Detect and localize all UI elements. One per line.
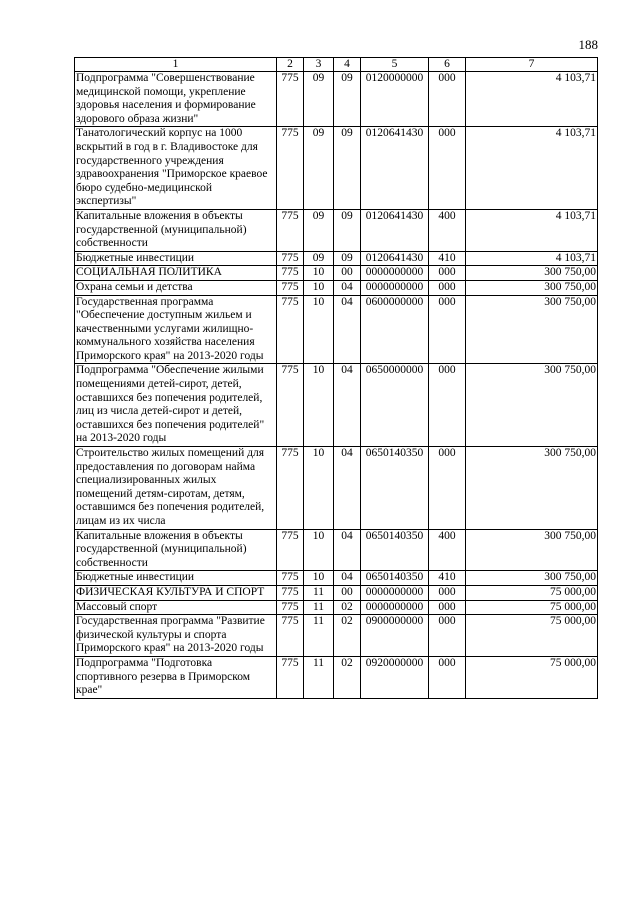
row-subsection-cell: 09: [334, 209, 361, 251]
row-expense-type-cell: 000: [429, 364, 466, 447]
row-amount-cell: 300 750,00: [466, 266, 598, 281]
row-grbs-cell: 775: [277, 600, 304, 615]
row-expense-type-cell: 400: [429, 209, 466, 251]
row-name-cell: Капитальные вложения в объекты государственной (муниципальной) собственности: [75, 529, 277, 571]
row-name-cell: Подпрограмма "Подготовка спортивного резерва в Приморском крае": [75, 656, 277, 698]
row-target-article-cell: 0650140350: [361, 447, 429, 530]
row-section-cell: 11: [304, 600, 334, 615]
row-target-article-cell: 0000000000: [361, 600, 429, 615]
row-name-cell: Бюджетные инвестиции: [75, 251, 277, 266]
row-amount-cell: 300 750,00: [466, 364, 598, 447]
row-target-article-cell: 0000000000: [361, 266, 429, 281]
row-grbs-cell: 775: [277, 295, 304, 364]
row-amount-cell: 300 750,00: [466, 529, 598, 571]
row-grbs-cell: 775: [277, 280, 304, 295]
row-section-cell: 10: [304, 529, 334, 571]
row-section-cell: 11: [304, 585, 334, 600]
row-expense-type-cell: 000: [429, 266, 466, 281]
row-grbs-cell: 775: [277, 266, 304, 281]
row-grbs-cell: 775: [277, 585, 304, 600]
row-name-cell: Подпрограмма "Обеспечение жилыми помещениями детей-сирот, детей, оставшихся без попечения родителей, лиц из числа детей-сирот и детей, оставшихся без попечения родителей" на 2013-2020 годы: [75, 364, 277, 447]
row-subsection-cell: 04: [334, 529, 361, 571]
column-header: 6: [429, 58, 466, 72]
row-name-cell: Строительство жилых помещений для предоставления по договорам найма специализированных жилых помещений детям-сиротам, детям, оставшимся без попечения родителей, лицам из их числа: [75, 447, 277, 530]
row-section-cell: 09: [304, 251, 334, 266]
row-subsection-cell: 02: [334, 615, 361, 657]
column-header: 4: [334, 58, 361, 72]
row-subsection-cell: 09: [334, 251, 361, 266]
row-name-cell: Подпрограмма "Совершенствование медицинской помощи, укрепление здоровья населения и формирование здорового образа жизни": [75, 72, 277, 127]
table-row: [75, 656, 598, 698]
table-row: [75, 266, 598, 281]
table-row: [75, 209, 598, 251]
row-name-cell: Охрана семьи и детства: [75, 280, 277, 295]
row-target-article-cell: 0000000000: [361, 280, 429, 295]
row-grbs-cell: 775: [277, 656, 304, 698]
row-subsection-cell: 02: [334, 656, 361, 698]
row-section-cell: 09: [304, 127, 334, 210]
row-name-cell: Капитальные вложения в объекты государственной (муниципальной) собственности: [75, 209, 277, 251]
row-subsection-cell: 04: [334, 280, 361, 295]
row-amount-cell: 75 000,00: [466, 585, 598, 600]
row-section-cell: 11: [304, 656, 334, 698]
row-target-article-cell: 0120641430: [361, 251, 429, 266]
column-header: 1: [75, 58, 277, 72]
row-name-cell: СОЦИАЛЬНАЯ ПОЛИТИКА: [75, 266, 277, 281]
row-expense-type-cell: 000: [429, 656, 466, 698]
row-name-cell: Массовый спорт: [75, 600, 277, 615]
row-amount-cell: 4 103,71: [466, 209, 598, 251]
table-row: [75, 447, 598, 530]
row-target-article-cell: 0650140350: [361, 571, 429, 586]
budget-table: [74, 57, 598, 699]
row-subsection-cell: 09: [334, 127, 361, 210]
row-grbs-cell: 775: [277, 127, 304, 210]
row-section-cell: 10: [304, 295, 334, 364]
row-expense-type-cell: 000: [429, 295, 466, 364]
row-subsection-cell: 00: [334, 266, 361, 281]
row-grbs-cell: 775: [277, 72, 304, 127]
row-subsection-cell: 04: [334, 571, 361, 586]
row-target-article-cell: 0120641430: [361, 127, 429, 210]
row-target-article-cell: 0650140350: [361, 529, 429, 571]
row-grbs-cell: 775: [277, 615, 304, 657]
row-section-cell: 10: [304, 280, 334, 295]
row-grbs-cell: 775: [277, 571, 304, 586]
table-row: [75, 251, 598, 266]
row-amount-cell: 75 000,00: [466, 600, 598, 615]
row-amount-cell: 4 103,71: [466, 251, 598, 266]
column-header: 2: [277, 58, 304, 72]
row-name-cell: Бюджетные инвестиции: [75, 571, 277, 586]
row-section-cell: 10: [304, 364, 334, 447]
table-row: [75, 72, 598, 127]
row-target-article-cell: 0120000000: [361, 72, 429, 127]
row-section-cell: 10: [304, 266, 334, 281]
row-expense-type-cell: 410: [429, 571, 466, 586]
row-target-article-cell: 0920000000: [361, 656, 429, 698]
table-body: [75, 72, 598, 699]
row-section-cell: 11: [304, 615, 334, 657]
row-name-cell: ФИЗИЧЕСКАЯ КУЛЬТУРА И СПОРТ: [75, 585, 277, 600]
row-name-cell: Танатологический корпус на 1000 вскрытий в год в г. Владивостоке для государственного учреждения здравоохранения "Приморское краевое бюро судебно-медицинской экспертизы": [75, 127, 277, 210]
row-expense-type-cell: 000: [429, 585, 466, 600]
row-grbs-cell: 775: [277, 209, 304, 251]
table-row: [75, 615, 598, 657]
row-section-cell: 10: [304, 571, 334, 586]
row-name-cell: Государственная программа "Развитие физической культуры и спорта Приморского края" на 2013-2020 годы: [75, 615, 277, 657]
row-grbs-cell: 775: [277, 529, 304, 571]
row-target-article-cell: 0900000000: [361, 615, 429, 657]
row-amount-cell: 4 103,71: [466, 72, 598, 127]
table-row: [75, 364, 598, 447]
row-grbs-cell: 775: [277, 251, 304, 266]
row-section-cell: 10: [304, 447, 334, 530]
row-grbs-cell: 775: [277, 364, 304, 447]
table-row: [75, 571, 598, 586]
row-expense-type-cell: 400: [429, 529, 466, 571]
row-subsection-cell: 04: [334, 447, 361, 530]
row-amount-cell: 4 103,71: [466, 127, 598, 210]
row-expense-type-cell: 000: [429, 280, 466, 295]
row-section-cell: 09: [304, 72, 334, 127]
column-header: 3: [304, 58, 334, 72]
row-expense-type-cell: 000: [429, 127, 466, 210]
row-target-article-cell: 0000000000: [361, 585, 429, 600]
column-header: 5: [361, 58, 429, 72]
row-expense-type-cell: 000: [429, 615, 466, 657]
row-subsection-cell: 00: [334, 585, 361, 600]
row-expense-type-cell: 000: [429, 72, 466, 127]
table-row: [75, 529, 598, 571]
table-row: [75, 280, 598, 295]
row-target-article-cell: 0650000000: [361, 364, 429, 447]
row-subsection-cell: 02: [334, 600, 361, 615]
row-amount-cell: 300 750,00: [466, 447, 598, 530]
row-subsection-cell: 04: [334, 295, 361, 364]
row-amount-cell: 75 000,00: [466, 656, 598, 698]
row-expense-type-cell: 000: [429, 447, 466, 530]
table-row: [75, 600, 598, 615]
row-section-cell: 09: [304, 209, 334, 251]
row-expense-type-cell: 410: [429, 251, 466, 266]
column-header: 7: [466, 58, 598, 72]
row-amount-cell: 300 750,00: [466, 571, 598, 586]
row-subsection-cell: 09: [334, 72, 361, 127]
table-row: [75, 295, 598, 364]
row-expense-type-cell: 000: [429, 600, 466, 615]
row-target-article-cell: 0600000000: [361, 295, 429, 364]
row-target-article-cell: 0120641430: [361, 209, 429, 251]
row-amount-cell: 300 750,00: [466, 295, 598, 364]
row-grbs-cell: 775: [277, 447, 304, 530]
header-row: [75, 58, 598, 72]
row-amount-cell: 75 000,00: [466, 615, 598, 657]
row-subsection-cell: 04: [334, 364, 361, 447]
table-row: [75, 585, 598, 600]
page-number: 188: [578, 37, 598, 52]
table-row: [75, 127, 598, 210]
row-name-cell: Государственная программа "Обеспечение доступным жильем и качественными услугами жилищно-коммунального хозяйства населения Приморского края" на 2013-2020 годы: [75, 295, 277, 364]
row-amount-cell: 300 750,00: [466, 280, 598, 295]
